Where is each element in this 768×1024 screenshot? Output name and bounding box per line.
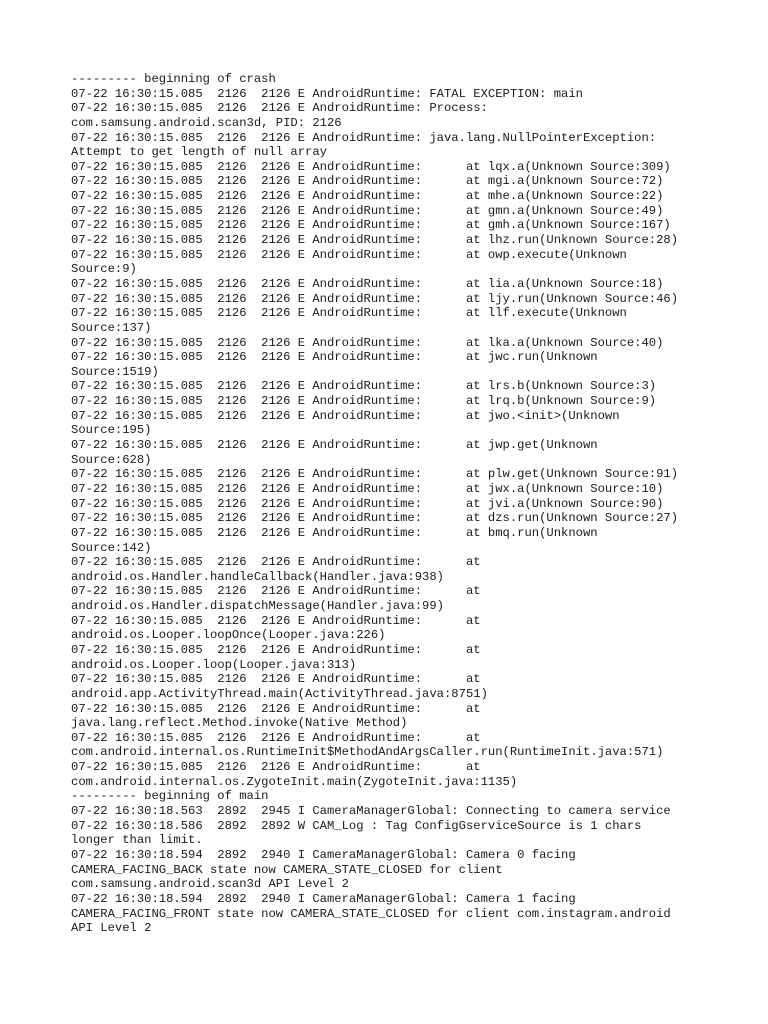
- log-line: 07-22 16:30:15.085 2126 2126 E AndroidRuntime: at llf.execute(Unknown: [71, 306, 627, 321]
- log-line: 07-22 16:30:15.085 2126 2126 E AndroidRuntime: at mgi.a(Unknown Source:72): [71, 174, 664, 189]
- log-line: 07-22 16:30:15.085 2126 2126 E AndroidRuntime: at: [71, 555, 481, 570]
- log-line: android.os.Handler.dispatchMessage(Handler.java:99): [71, 599, 444, 614]
- log-line: 07-22 16:30:18.586 2892 2892 W CAM_Log : Tag ConfigGserviceSource is 1 chars: [71, 818, 642, 833]
- log-line: com.android.internal.os.RuntimeInit$MethodAndArgsCaller.run(RuntimeInit.java:571): [71, 745, 664, 760]
- log-line: 07-22 16:30:15.085 2126 2126 E AndroidRuntime: at: [71, 701, 481, 716]
- log-line: 07-22 16:30:15.085 2126 2126 E AndroidRuntime: at lrs.b(Unknown Source:3): [71, 379, 657, 394]
- log-line: 07-22 16:30:15.085 2126 2126 E AndroidRuntime: at lka.a(Unknown Source:40): [71, 335, 664, 350]
- log-line: CAMERA_FACING_BACK state now CAMERA_STATE_CLOSED for client: [71, 862, 503, 877]
- log-line: 07-22 16:30:15.085 2126 2126 E AndroidRuntime: at: [71, 584, 481, 599]
- log-line: --------- beginning of crash: [71, 72, 276, 86]
- log-line: 07-22 16:30:15.085 2126 2126 E AndroidRuntime: at jvi.a(Unknown Source:90): [71, 496, 664, 511]
- log-line: java.lang.reflect.Method.invoke(Native Method): [71, 716, 408, 731]
- log-line: CAMERA_FACING_FRONT state now CAMERA_STATE_CLOSED for client com.instagram.android: [71, 906, 671, 921]
- log-line: Source:137): [71, 320, 152, 335]
- log-line: 07-22 16:30:15.085 2126 2126 E AndroidRuntime: at mhe.a(Unknown Source:22): [71, 189, 664, 204]
- log-line: 07-22 16:30:15.085 2126 2126 E AndroidRuntime: at gmh.a(Unknown Source:167): [71, 218, 671, 233]
- log-line: 07-22 16:30:15.085 2126 2126 E AndroidRuntime: at lqx.a(Unknown Source:309): [71, 159, 671, 174]
- log-line: 07-22 16:30:15.085 2126 2126 E AndroidRuntime: FATAL EXCEPTION: main: [71, 86, 583, 101]
- log-line: 07-22 16:30:15.085 2126 2126 E AndroidRuntime: at jwo.<init>(Unknown: [71, 408, 620, 423]
- log-line: android.os.Looper.loop(Looper.java:313): [71, 657, 357, 672]
- log-line: 07-22 16:30:15.085 2126 2126 E AndroidRuntime: at gmn.a(Unknown Source:49): [71, 203, 664, 218]
- log-line: longer than limit.: [71, 833, 203, 848]
- log-line: 07-22 16:30:15.085 2126 2126 E AndroidRuntime: at jwp.get(Unknown: [71, 438, 598, 453]
- log-line: android.os.Handler.handleCallback(Handler.java:938): [71, 569, 444, 584]
- log-line: 07-22 16:30:15.085 2126 2126 E AndroidRuntime: Process:: [71, 101, 488, 116]
- log-line: com.android.internal.os.ZygoteInit.main(ZygoteInit.java:1135): [71, 774, 518, 789]
- log-line: 07-22 16:30:15.085 2126 2126 E AndroidRuntime: at dzs.run(Unknown Source:27): [71, 511, 679, 526]
- log-line: com.samsung.android.scan3d API Level 2: [71, 877, 349, 892]
- log-line: 07-22 16:30:15.085 2126 2126 E AndroidRuntime: java.lang.NullPointerException:: [71, 130, 657, 145]
- log-line: android.app.ActivityThread.main(ActivityThread.java:8751): [71, 686, 488, 701]
- log-line: Source:142): [71, 540, 152, 555]
- log-line: 07-22 16:30:15.085 2126 2126 E AndroidRuntime: at plw.get(Unknown Source:91): [71, 467, 679, 482]
- log-line: 07-22 16:30:15.085 2126 2126 E AndroidRuntime: at: [71, 642, 481, 657]
- log-line: --------- beginning of main: [71, 789, 269, 804]
- log-line: Source:9): [71, 262, 137, 277]
- log-line: 07-22 16:30:15.085 2126 2126 E AndroidRuntime: at: [71, 760, 481, 775]
- log-line: 07-22 16:30:15.085 2126 2126 E AndroidRuntime: at jwx.a(Unknown Source:10): [71, 481, 664, 496]
- log-line: Source:1519): [71, 364, 159, 379]
- log-line: com.samsung.android.scan3d, PID: 2126: [71, 115, 342, 130]
- log-line: 07-22 16:30:18.594 2892 2940 I CameraManagerGlobal: Camera 1 facing: [71, 891, 576, 906]
- log-line: 07-22 16:30:15.085 2126 2126 E AndroidRuntime: at: [71, 672, 481, 687]
- log-line: 07-22 16:30:15.085 2126 2126 E AndroidRuntime: at jwc.run(Unknown: [71, 350, 598, 365]
- log-line: API Level 2: [71, 921, 152, 936]
- log-line: 07-22 16:30:15.085 2126 2126 E AndroidRuntime: at lia.a(Unknown Source:18): [71, 276, 664, 291]
- log-line: Source:628): [71, 452, 152, 467]
- log-line: 07-22 16:30:18.594 2892 2940 I CameraManagerGlobal: Camera 0 facing: [71, 847, 576, 862]
- log-line: 07-22 16:30:15.085 2126 2126 E AndroidRuntime: at lhz.run(Unknown Source:28): [71, 233, 679, 248]
- log-line: 07-22 16:30:15.085 2126 2126 E AndroidRuntime: at bmq.run(Unknown: [71, 525, 598, 540]
- log-line: 07-22 16:30:15.085 2126 2126 E AndroidRuntime: at lrq.b(Unknown Source:9): [71, 394, 657, 409]
- log-line: Source:195): [71, 423, 152, 438]
- log-line: android.os.Looper.loopOnce(Looper.java:226): [71, 628, 386, 643]
- log-line: 07-22 16:30:15.085 2126 2126 E AndroidRuntime: at ljy.run(Unknown Source:46): [71, 291, 679, 306]
- log-line: Attempt to get length of null array: [71, 145, 327, 160]
- log-line: 07-22 16:30:18.563 2892 2945 I CameraManagerGlobal: Connecting to camera service: [71, 804, 671, 819]
- log-text: [71, 72, 711, 936]
- log-line: 07-22 16:30:15.085 2126 2126 E AndroidRuntime: at: [71, 613, 481, 628]
- log-line: 07-22 16:30:15.085 2126 2126 E AndroidRuntime: at owp.execute(Unknown: [71, 247, 627, 262]
- log-line: 07-22 16:30:15.085 2126 2126 E AndroidRuntime: at: [71, 730, 481, 745]
